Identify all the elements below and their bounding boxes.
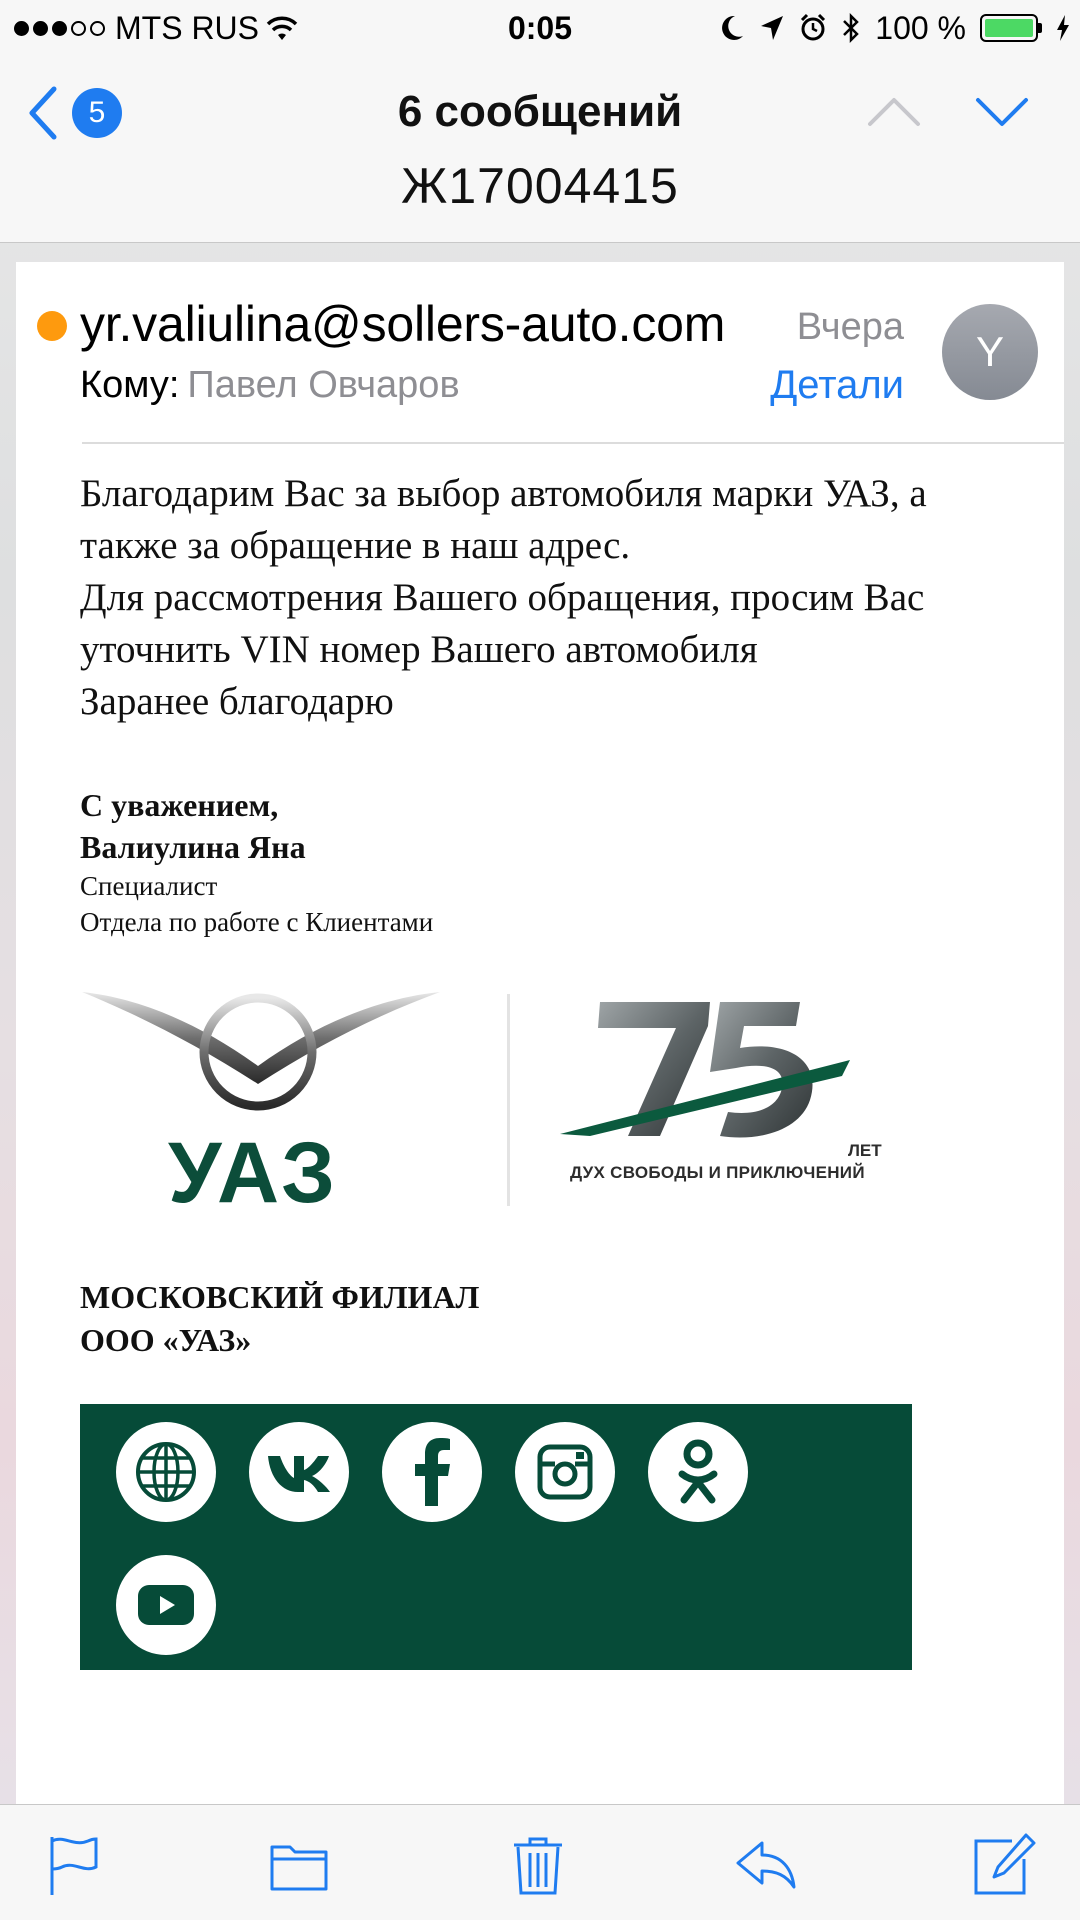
message-body — [80, 468, 1030, 728]
sender-address[interactable]: yr.valiulina@sollers-auto.com — [80, 296, 726, 352]
signature-regards: С уважением, — [80, 787, 279, 823]
message-card — [16, 262, 1064, 1804]
uaz-brand-text: УАЗ — [168, 1125, 338, 1221]
unread-count-badge: 5 — [72, 88, 122, 138]
anniversary-caption: ДУХ СВОБОДЫ И ПРИКЛЮЧЕНИЙ — [570, 1163, 865, 1182]
signature-department: Отдела по работе с Клиентами — [80, 907, 434, 937]
header-divider — [82, 442, 1064, 444]
body-line: Благодарим Вас за выбор автомобиля марки УАЗ, а — [80, 472, 927, 515]
previous-message-button[interactable] — [866, 84, 922, 140]
vk-icon[interactable] — [249, 1422, 349, 1522]
anniversary-years-label: ЛЕТ — [848, 1141, 882, 1160]
moon-icon — [719, 14, 745, 42]
bottom-toolbar — [0, 1804, 1080, 1920]
body-line: Для рассмотрения Вашего обращения, просим Вас — [80, 576, 925, 619]
unread-indicator — [37, 311, 67, 341]
navigation-bar — [0, 56, 1080, 243]
compose-icon[interactable] — [972, 1833, 1036, 1897]
recipient-name[interactable]: Павел Овчаров — [187, 364, 460, 406]
reply-icon[interactable] — [734, 1833, 798, 1897]
uaz-logo-banner — [80, 984, 900, 1224]
status-bar — [0, 0, 1080, 56]
youtube-icon[interactable] — [116, 1555, 216, 1655]
battery-icon — [980, 14, 1042, 42]
sender-avatar[interactable]: Y — [942, 304, 1038, 400]
details-link[interactable]: Детали — [770, 363, 904, 407]
facebook-icon[interactable] — [382, 1422, 482, 1522]
uaz-emblem-icon — [80, 984, 450, 1134]
body-line: уточнить VIN номер Вашего автомобиля — [80, 628, 758, 671]
wifi-icon — [265, 14, 299, 42]
alarm-icon — [799, 13, 827, 43]
thread-count-title: 6 сообщений — [397, 87, 683, 136]
recipient-line — [80, 360, 460, 410]
bluetooth-icon — [841, 12, 861, 44]
signature-name: Валиулина Яна — [80, 829, 306, 865]
location-arrow-icon — [759, 14, 785, 42]
globe-icon[interactable] — [116, 1422, 216, 1522]
instagram-icon[interactable] — [515, 1422, 615, 1522]
folder-icon[interactable] — [268, 1833, 332, 1897]
body-line: также за обращение в наш адрес. — [80, 524, 631, 567]
flag-icon[interactable] — [44, 1833, 108, 1897]
next-message-button[interactable] — [974, 84, 1030, 140]
battery-percent: 100 % — [875, 9, 966, 46]
charging-bolt-icon — [1056, 14, 1070, 42]
signature-role: Специалист — [80, 871, 218, 901]
social-links-panel — [80, 1404, 912, 1670]
anniversary-75-logo — [560, 996, 880, 1146]
thread-subject: Ж17004415 — [401, 158, 679, 214]
body-line: Заранее благодарю — [80, 680, 394, 723]
trash-icon[interactable] — [506, 1833, 570, 1897]
odnoklassniki-icon[interactable] — [648, 1422, 748, 1522]
status-left — [14, 8, 299, 48]
status-right — [719, 8, 1070, 48]
signal-strength-icon — [14, 21, 105, 36]
logo-separator — [507, 994, 510, 1206]
to-label: Кому: — [80, 364, 180, 406]
branch-name: МОСКОВСКИЙ ФИЛИАЛ — [80, 1279, 480, 1315]
company-name: ООО «УАЗ» — [80, 1322, 252, 1358]
clock: 0:05 — [507, 10, 573, 46]
carrier-name: MTS RUS — [115, 9, 259, 46]
message-date: Вчера — [796, 306, 904, 348]
